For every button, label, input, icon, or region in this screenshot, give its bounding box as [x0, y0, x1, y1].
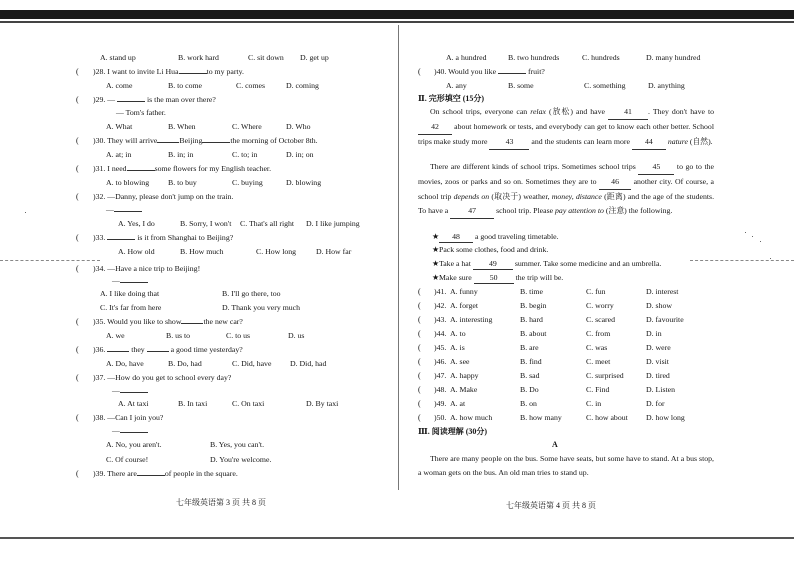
answer-paren: (	[76, 233, 79, 242]
choice-option-b: B. on	[520, 399, 537, 408]
choice-number: )43.	[434, 315, 447, 324]
choice-option-a: A. Make	[450, 385, 478, 394]
cloze-text: (注意) the following.	[605, 206, 673, 215]
question-31	[93, 164, 271, 174]
q28-option-b: B. to come	[168, 81, 202, 90]
q35-option-c: C. to us	[226, 331, 251, 340]
section-cloze-heading: Ⅱ. 完形填空 (15分)	[418, 94, 485, 103]
choice-option-d: D. Listen	[646, 385, 676, 394]
q34-option-b: B. I'll go there, too	[222, 289, 281, 298]
q39-option-c: C. hundreds	[582, 53, 620, 62]
q34-option-d: D. Thank you very much	[222, 303, 301, 312]
q36-option-a: A. Do, have	[106, 359, 144, 368]
choice-option-d: D. in	[646, 329, 662, 338]
question-text: Would you like	[448, 67, 497, 76]
q29-option-c: C. Where	[232, 122, 262, 131]
q27-option-c: C. sit down	[248, 53, 284, 62]
scan-top-line	[0, 21, 794, 23]
cloze-text: nature	[667, 137, 688, 146]
cloze-text: . They don't have to	[648, 107, 715, 116]
q36-option-d: D. Did, had	[290, 359, 327, 368]
choice-option-a: A. funny	[450, 287, 478, 296]
star-icon: ★	[432, 259, 439, 268]
scan-speck	[760, 241, 761, 242]
choice-option-d: D. tired	[646, 371, 670, 380]
answer-paren: (	[418, 413, 421, 422]
question-text: They will arrive	[107, 136, 158, 145]
question-text: the morning of October 8th.	[230, 136, 318, 145]
question-text: I want to invite Li Hua	[107, 67, 179, 76]
answer-paren: (	[418, 67, 421, 76]
cloze-blank-48[interactable]: 48	[439, 232, 473, 243]
answer-paren: (	[76, 345, 79, 354]
answer-paren: (	[76, 67, 79, 76]
answer-paren: (	[418, 287, 421, 296]
question-29	[93, 95, 216, 105]
tip-text: a good traveling timetable.	[474, 232, 559, 241]
choice-option-d: D. were	[646, 343, 671, 352]
answer-paren: (	[76, 317, 79, 326]
q35-option-d: D. us	[288, 331, 305, 340]
cloze-text: There are different kinds of school trips. Sometimes school trips	[430, 162, 636, 171]
cloze-blank-50[interactable]: 50	[474, 273, 514, 284]
reply-dash: —	[106, 205, 114, 214]
choice-option-d: D. favourite	[646, 315, 684, 324]
choice-option-a: A. interesting	[450, 315, 493, 324]
cloze-text: and the students can learn more	[531, 137, 630, 146]
choice-option-a: A. how much	[450, 413, 493, 422]
q32-option-b: B. Sorry, I won't	[180, 219, 232, 228]
question-text: —Have a nice trip to Beijing!	[107, 264, 201, 273]
answer-paren: (	[418, 385, 421, 394]
choice-option-c: C. fun	[586, 287, 606, 296]
choice-number: )49.	[434, 399, 447, 408]
choice-option-d: D. interest	[646, 287, 679, 296]
tip-text: the trip will be.	[515, 273, 564, 282]
scan-speck	[752, 236, 753, 237]
question-number: )37.	[93, 373, 106, 382]
choice-option-c: C. from	[586, 329, 611, 338]
choice-option-b: B. are	[520, 343, 539, 352]
q29-option-d: D. Who	[286, 122, 311, 131]
scan-speck	[770, 258, 771, 259]
cloze-paragraph-1	[418, 105, 714, 150]
question-text: —Can I join you?	[107, 413, 164, 422]
star-icon: ★	[432, 273, 439, 282]
answer-blank[interactable]	[117, 101, 145, 102]
q27-option-d: D. get up	[300, 53, 329, 62]
question-number: )35.	[93, 317, 106, 326]
choice-option-b: B. Do	[520, 385, 539, 394]
q27-option-a: A. stand up	[100, 53, 136, 62]
answer-blank[interactable]	[202, 142, 230, 143]
star-icon: ★	[432, 245, 439, 254]
q29-option-b: B. When	[168, 122, 196, 131]
cloze-blank-45[interactable]: 45	[638, 160, 674, 175]
scan-speck	[745, 232, 746, 233]
question-text: —How do you get to school every day?	[107, 373, 232, 382]
cloze-blank-44[interactable]: 44	[632, 135, 666, 150]
tip-item-4	[432, 273, 563, 284]
passage-label: A	[552, 440, 558, 449]
q37-reply	[112, 386, 148, 396]
tip-text: Make sure	[439, 273, 472, 282]
choice-number: )48.	[434, 385, 447, 394]
answer-paren: (	[76, 373, 79, 382]
question-text: of people in the square.	[164, 469, 238, 478]
page-footer-left: 七年级英语第 3 页 共 8 页	[176, 498, 266, 507]
question-40	[434, 67, 545, 77]
cloze-text: On school trips, everyone can	[430, 107, 528, 116]
question-28	[93, 67, 244, 77]
question-text: is it from Shanghai to Beijing?	[137, 233, 234, 242]
star-icon: ★	[432, 232, 439, 241]
cloze-text: pay attention to	[555, 206, 604, 215]
q40-option-c: C. something	[584, 81, 626, 90]
q39-option-a: A. a hundred	[446, 53, 487, 62]
q31-option-c: C. buying	[232, 178, 263, 187]
choice-number: )46.	[434, 357, 447, 366]
choice-option-b: B. begin	[520, 301, 547, 310]
answer-blank[interactable]	[120, 392, 148, 393]
choice-option-c: C. meet	[586, 357, 611, 366]
question-text: —Danny, please don't jump on the train.	[107, 192, 234, 201]
q30-option-b: B. in; in	[168, 150, 194, 159]
question-number: )33.	[93, 233, 106, 242]
cloze-text: to go to the movies, zoos or parks and so on. Sometimes they are to	[418, 162, 715, 186]
cloze-blank-41[interactable]: 41	[608, 105, 648, 120]
answer-paren: (	[418, 357, 421, 366]
cloze-text: (放松) and have	[548, 107, 606, 116]
question-number: )30.	[93, 136, 106, 145]
question-39	[93, 469, 238, 479]
q34-reply	[112, 276, 148, 286]
cloze-blank-43[interactable]: 43	[489, 135, 529, 150]
q38-reply	[112, 426, 148, 436]
cloze-blank-42[interactable]: 42	[418, 120, 452, 135]
choice-number: )41.	[434, 287, 447, 296]
q34-option-c: C. It's far from here	[100, 303, 162, 312]
scan-top-band	[0, 10, 794, 19]
question-text: is the man over there?	[147, 95, 216, 104]
answer-paren: (	[76, 136, 79, 145]
cloze-text: another city. Of course, a school trip	[418, 177, 714, 201]
fold-mark-right	[690, 260, 794, 261]
answer-paren: (	[76, 413, 79, 422]
cloze-blank-47[interactable]: 47	[450, 204, 494, 219]
choice-number: )47.	[434, 371, 447, 380]
q28-option-c: C. comes	[236, 81, 266, 90]
reading-passage-a: There are many people on the bus. Some have seats, but some have to stand. At a bus stop, a woman gets on the bus. An old man tries to stand up.	[418, 454, 714, 477]
answer-blank[interactable]	[107, 239, 135, 240]
cloze-text: about homework or tests, and everybody can get to know each other better. School trips make study more	[418, 122, 714, 146]
question-number: )36.	[93, 345, 106, 354]
choice-number: )44.	[434, 329, 447, 338]
answer-blank[interactable]	[120, 282, 148, 283]
question-text: some flowers for my English teacher.	[154, 164, 272, 173]
question-text: Beijing	[179, 136, 203, 145]
question-36	[93, 345, 243, 355]
answer-paren: (	[418, 371, 421, 380]
q32-option-a: A. Yes, I do	[118, 219, 155, 228]
tip-item-1	[432, 232, 559, 243]
q33-option-d: D. How far	[316, 247, 352, 256]
q37-option-c: C. On taxi	[232, 399, 265, 408]
question-number: )28.	[93, 67, 106, 76]
q40-option-a: A. any	[446, 81, 467, 90]
tip-text: Pack some clothes, food and drink.	[439, 245, 549, 254]
cloze-text: money, distance	[551, 192, 602, 201]
q40-option-d: D. anything	[648, 81, 685, 90]
choice-option-b: B. find	[520, 357, 542, 366]
scan-speck	[25, 212, 26, 213]
answer-paren: (	[76, 192, 79, 201]
section-reading-heading: Ⅲ. 阅读理解 (30分)	[418, 427, 488, 436]
question-number: )32.	[93, 192, 106, 201]
q37-option-a: A. At taxi	[118, 399, 149, 408]
question-text: they	[131, 345, 145, 354]
answer-paren: (	[76, 164, 79, 173]
answer-paren: (	[418, 343, 421, 352]
choice-option-c: C. how about	[586, 413, 628, 422]
q33-option-a: A. How old	[118, 247, 155, 256]
question-number: )31.	[93, 164, 106, 173]
cloze-paragraph-2	[418, 160, 714, 219]
answer-paren: (	[418, 399, 421, 408]
question-text: the new car?	[203, 317, 243, 326]
q39-option-b: B. two hundreds	[508, 53, 560, 62]
answer-paren: (	[418, 301, 421, 310]
choice-option-c: C. in	[586, 399, 602, 408]
question-text: a good time yesterday?	[170, 345, 243, 354]
choice-option-d: D. how long	[646, 413, 685, 422]
choice-option-c: C. worry	[586, 301, 614, 310]
choice-option-c: C. Find	[586, 385, 610, 394]
q31-option-d: D. blowing	[286, 178, 322, 187]
choice-option-b: B. time	[520, 287, 543, 296]
page-divider	[398, 25, 399, 490]
choice-option-a: A. is	[450, 343, 465, 352]
tip-text: Take a hat	[439, 259, 471, 268]
question-30	[93, 136, 318, 146]
answer-blank[interactable]	[181, 323, 203, 324]
q36-option-b: B. Do, had	[168, 359, 202, 368]
question-text: I need	[107, 164, 127, 173]
choice-option-c: C. was	[586, 343, 608, 352]
question-number: )40.	[434, 67, 447, 76]
q38-option-c: C. Of course!	[106, 455, 149, 464]
answer-blank[interactable]	[114, 211, 142, 212]
question-33	[93, 233, 233, 243]
question-number: )29.	[93, 95, 106, 104]
reply-dash: —	[112, 386, 120, 395]
question-35	[93, 317, 243, 327]
cloze-text: school trip. Please	[496, 206, 554, 215]
q28-option-d: D. coming	[286, 81, 319, 90]
choice-option-a: A. see	[450, 357, 470, 366]
q40-option-b: B. some	[508, 81, 534, 90]
tip-item-2	[432, 245, 548, 255]
answer-blank[interactable]	[120, 432, 148, 433]
q37-option-d: D. By taxi	[306, 399, 339, 408]
answer-blank[interactable]	[137, 475, 165, 476]
question-text: There are	[107, 469, 137, 478]
question-number: )39.	[93, 469, 106, 478]
choice-option-b: B. how many	[520, 413, 562, 422]
choice-option-a: A. forget	[450, 301, 479, 310]
q38-option-d: D. You're welcome.	[210, 455, 272, 464]
question-text: —	[107, 95, 116, 104]
reply-dash: —	[112, 426, 120, 435]
question-32	[93, 192, 233, 202]
q35-option-a: A. we	[106, 331, 125, 340]
choice-option-c: C. scared	[586, 315, 616, 324]
q32-option-d: D. I like jumping	[306, 219, 360, 228]
q38-option-a: A. No, you aren't.	[106, 440, 162, 449]
choice-number: )45.	[434, 343, 447, 352]
tip-text: summer. Take some medicine and an umbrella.	[514, 259, 662, 268]
answer-blank[interactable]	[127, 170, 155, 171]
question-number: )34.	[93, 264, 106, 273]
choice-option-a: A. to	[450, 329, 466, 338]
scan-bottom-line	[0, 537, 794, 539]
question-number: )38.	[93, 413, 106, 422]
choice-option-b: B. sad	[520, 371, 540, 380]
q35-option-b: B. us to	[166, 331, 191, 340]
answer-blank[interactable]	[147, 351, 169, 352]
cloze-text: (自然).	[689, 137, 713, 146]
answer-paren: (	[76, 469, 79, 478]
tip-item-3	[432, 259, 661, 270]
q33-option-c: C. How long	[256, 247, 297, 256]
q34-option-a: A. I like doing that	[100, 289, 160, 298]
q31-option-a: A. to blowing	[106, 178, 150, 187]
q32-option-c: C. That's all right	[240, 219, 295, 228]
choice-option-d: D. visit	[646, 357, 669, 366]
choice-option-a: A. happy	[450, 371, 479, 380]
q31-option-b: B. to buy	[168, 178, 197, 187]
question-37	[93, 373, 231, 383]
cloze-text: depends on	[453, 192, 490, 201]
cloze-text: (距离) and the age of the students. To have a	[418, 192, 715, 215]
cloze-blank-46[interactable]: 46	[599, 175, 631, 190]
q28-option-a: A. come	[106, 81, 133, 90]
cloze-text: relax	[530, 107, 546, 116]
answer-blank[interactable]	[107, 351, 129, 352]
cloze-text: (取决于) weather,	[491, 192, 550, 201]
choice-number: )42.	[434, 301, 447, 310]
q33-option-b: B. How much	[180, 247, 224, 256]
q32-reply	[106, 205, 142, 215]
q29-option-a: A. What	[106, 122, 133, 131]
answer-paren: (	[76, 264, 79, 273]
question-text: fruit?	[527, 67, 545, 76]
q38-option-b: B. Yes, you can't.	[210, 440, 265, 449]
q39-option-d: D. many hundred	[646, 53, 701, 62]
q27-option-b: B. work hard	[178, 53, 219, 62]
q37-option-b: B. In taxi	[178, 399, 208, 408]
page-footer-right: 七年级英语第 4 页 共 8 页	[506, 501, 596, 510]
choice-option-a: A. at	[450, 399, 466, 408]
cloze-blank-49[interactable]: 49	[473, 259, 513, 270]
fold-mark-left	[0, 260, 100, 261]
choice-option-b: B. about	[520, 329, 547, 338]
question-text: Would you like to show	[107, 317, 182, 326]
q30-option-d: D. in; on	[286, 150, 314, 159]
choice-number: )50.	[434, 413, 447, 422]
q30-option-c: C. to; in	[232, 150, 258, 159]
q30-option-a: A. at; in	[106, 150, 132, 159]
q29-reply: — Tom's father.	[116, 108, 166, 117]
q36-option-c: C. Did, have	[232, 359, 272, 368]
question-34	[93, 264, 200, 274]
choice-option-b: B. hard	[520, 315, 543, 324]
answer-blank[interactable]	[157, 142, 179, 143]
answer-paren: (	[76, 95, 79, 104]
reply-dash: —	[112, 276, 120, 285]
choice-option-d: D. show	[646, 301, 672, 310]
answer-blank[interactable]	[498, 73, 526, 74]
question-38	[93, 413, 163, 423]
answer-paren: (	[418, 329, 421, 338]
answer-blank[interactable]	[179, 73, 207, 74]
question-text: to my party.	[206, 67, 244, 76]
choice-option-c: C. surprised	[586, 371, 624, 380]
choice-option-d: D. for	[646, 399, 665, 408]
answer-paren: (	[418, 315, 421, 324]
